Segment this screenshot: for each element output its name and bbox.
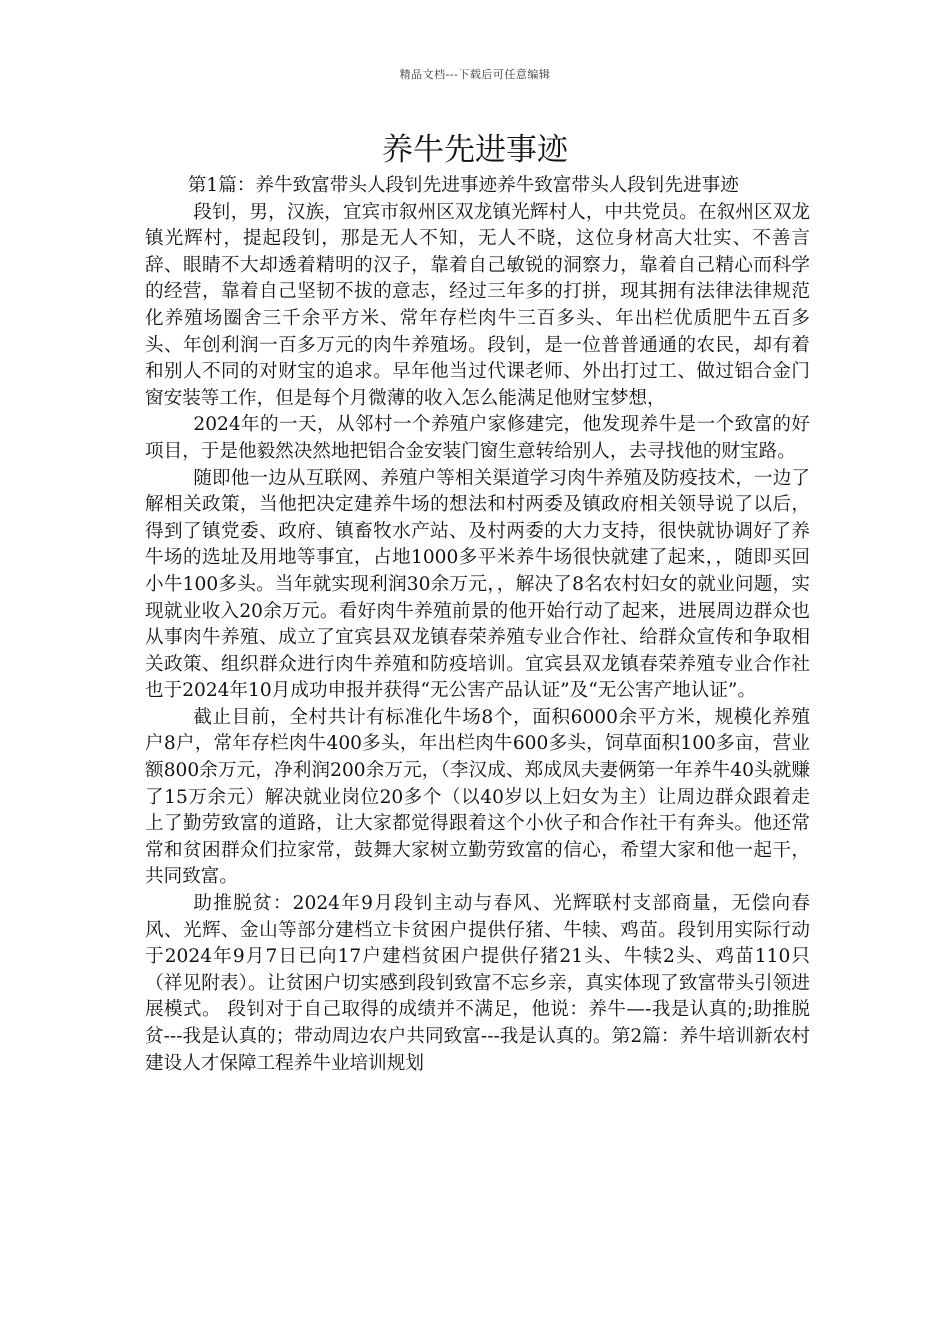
paragraph-4: 随即他一边从互联网、养殖户等相关渠道学习肉牛养殖及防疫技术，一边了解相关政策，当他把决定建养牛场的想法和村两委及镇政府相关领导说了以后，得到了镇党委、政府、镇畜牧水产站、及村两委的大力支持，很快就协调好了养牛场的选址及用地等事宜，占地1000多平米养牛场很快就建了起来，，随即买回小牛100多头。当年就实现利润30余万元，，解决了8名农村妇女的就业问题，实现就业收入20余万元。看好肉牛养殖前景的他开始行动了起来，进展周边群众也从事肉牛养殖、成立了宜宾县双龙镇春荣养殖专业合作社、给群众宣传和争取相关政策、组织群众进行肉牛养殖和防疫培训。宜宾县双龙镇春荣养殖专业合作社也于2024年10月成功申报并获得“无公害产品认证”及“无公害产地认证”。	[145, 467, 810, 702]
document-title: 养牛先进事迹	[382, 132, 568, 168]
paragraph-6: 助推脱贫：2024年9月段钊主动与春风、光辉联村支部商量，无偿向春风、光辉、金山等部分建档立卡贫困户提供仔猪、牛犊、鸡苗。段钊用实际行动于2024年9月7日已向17户建档贫困户提供仔猪21头、牛犊2头、鸡苗110只（祥见附表）。让贫困户切实感到段钊致富不忘乡亲，真实体现了致富带头引领进展模式。 段钊对于自己取得的成绩并不满足，他说：养牛—-我是认真的;助推脱贫---我是认真的；带动周边农户共同致富---我是认真的。第2篇：养牛培训新农村建设人才保障工程养牛业培训规划	[145, 893, 810, 1074]
header-note: 精品文档---下载后可任意编辑	[399, 68, 551, 81]
paragraph-3: 2024年的一天，从邻村一个养殖户家修建完，他发现养牛是一个致富的好项目，于是他毅然决然地把铝合金安装门窗生意转给别人，去寻找他的财宝路。	[145, 414, 810, 462]
paragraph-2: 段钊，男，汉族，宜宾市叙州区双龙镇光辉村人，中共党员。在叙州区双龙镇光辉村，提起段钊，那是无人不知，无人不晓，这位身材高大壮实、不善言辞、眼睛不大却透着精明的汉子，靠着自己敏锐的洞察力，靠着自己精心而科学的经营，靠着自己坚韧不拔的意志，经过三年多的打拼，现其拥有法律法律规范化养殖场圈舍三千余平方米、常年存栏肉牛三百多头、年出栏优质肥牛五百多头、年创利润一百多万元的肉牛养殖场。段钊，是一位普普通通的农民，却有着和别人不同的对财宝的追求。早年他当过代课老师、外出打过工、做过铝合金门窗安装等工作，但是每个月微薄的收入怎么能满足他财宝梦想，	[145, 201, 810, 409]
document-body	[145, 173, 810, 1077]
paragraph-5: 截止目前，全村共计有标准化牛场8个，面积6000余平方米，规模化养殖户8户，常年存栏肉牛400多头，年出栏肉牛600多头，饲草面积100多亩，营业额800余万元，净利润200余万元，（李汉成、郑成凤夫妻俩第一年养牛40头就赚了15万余元）解决就业岗位20多个（以40岁以上妇女为主）让周边群众跟着走上了勤劳致富的道路，让大家都觉得跟着这个小伙子和合作社干有奔头。他还常常和贫困群众们拉家常，鼓舞大家树立勤劳致富的信心，希望大家和他一起干，共同致富。	[145, 706, 810, 888]
paragraph-1: 第1篇：养牛致富带头人段钊先进事迹养牛致富带头人段钊先进事迹	[187, 175, 739, 196]
